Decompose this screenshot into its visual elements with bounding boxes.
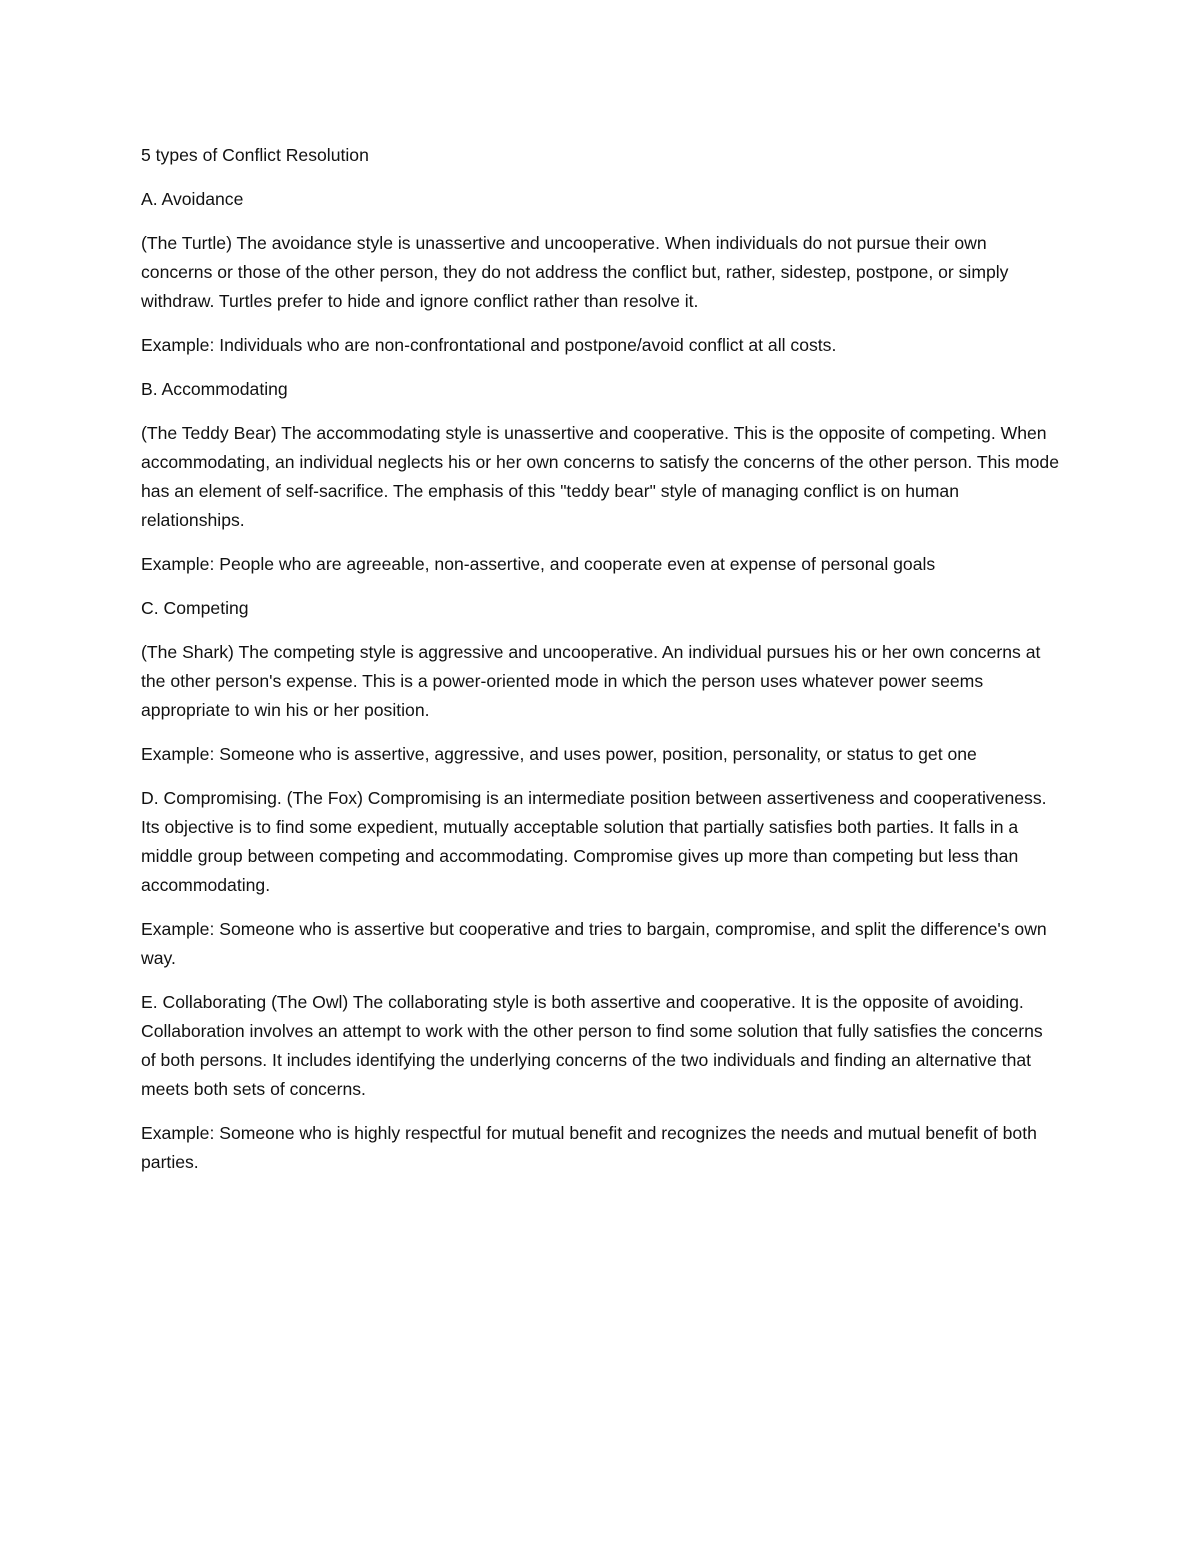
avoidance-description: (The Turtle) The avoidance style is unassertive and uncooperative. When individuals do not pursue their own concerns or those of the other person, they do not address the conflict but, rather, sidestep, postpone, or simply withdraw. Turtles prefer to hide and ignore conflict rather than resolve it. xyxy=(141,233,1009,311)
accommodating-example: Example: People who are agreeable, non-assertive, and cooperate even at expense of personal goals xyxy=(141,554,936,574)
competing-heading: C. Competing xyxy=(141,598,249,618)
document-title: 5 types of Conflict Resolution xyxy=(141,145,369,165)
avoidance-heading: A. Avoidance xyxy=(141,189,244,209)
collaborating-example: Example: Someone who is highly respectful for mutual benefit and recognizes the needs and mutual benefit of both parties. xyxy=(141,1123,1037,1172)
document-body xyxy=(141,141,1059,1192)
collaborating-description: E. Collaborating (The Owl) The collaborating style is both assertive and cooperative. It is the opposite of avoiding. Collaboration involves an attempt to work with the other person to find some solution that fully satisfies the concerns of both persons. It includes identifying the underlying concerns of the two individuals and finding an alternative that meets both sets of concerns. xyxy=(141,992,1043,1099)
compromising-example: Example: Someone who is assertive but cooperative and tries to bargain, compromise, and split the difference's own way. xyxy=(141,919,1047,968)
competing-example: Example: Someone who is assertive, aggressive, and uses power, position, personality, or status to get one xyxy=(141,744,977,764)
avoidance-example: Example: Individuals who are non-confrontational and postpone/avoid conflict at all costs. xyxy=(141,335,837,355)
compromising-description: D. Compromising. (The Fox) Compromising is an intermediate position between assertiveness and cooperativeness. Its objective is to find some expedient, mutually acceptable solution that partially satisfies both parties. It falls in a middle group between competing and accommodating. Compromise gives up more than competing but less than accommodating. xyxy=(141,788,1047,895)
accommodating-heading: B. Accommodating xyxy=(141,379,288,399)
competing-description: (The Shark) The competing style is aggressive and uncooperative. An individual pursues his or her own concerns at the other person's expense. This is a power-oriented mode in which the person uses whatever power seems appropriate to win his or her position. xyxy=(141,642,1041,720)
accommodating-description: (The Teddy Bear) The accommodating style is unassertive and cooperative. This is the opposite of competing. When accommodating, an individual neglects his or her own concerns to satisfy the concerns of the other person. This mode has an element of self-sacrifice. The emphasis of this "teddy bear" style of managing conflict is on human relationships. xyxy=(141,423,1059,530)
